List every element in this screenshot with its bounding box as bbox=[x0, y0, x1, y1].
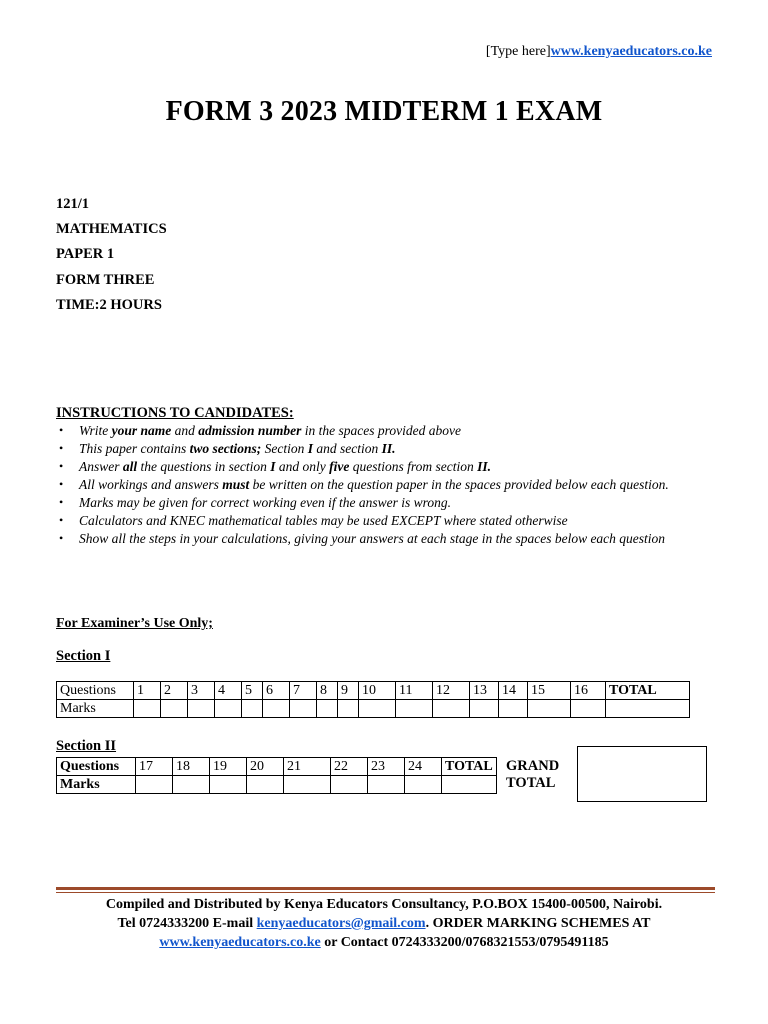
marks-entry-cell[interactable] bbox=[134, 700, 161, 718]
emphasis-text: II. bbox=[381, 441, 396, 456]
emphasis-text: must bbox=[222, 477, 250, 492]
questions-label: Questions bbox=[57, 758, 136, 776]
section-2-marks-table bbox=[56, 757, 497, 794]
emphasis-text: II. bbox=[477, 459, 492, 474]
question-number-cell: 10 bbox=[359, 682, 396, 700]
question-number-cell: 6 bbox=[263, 682, 290, 700]
section-1-questions-row bbox=[57, 682, 690, 700]
marks-entry-cell[interactable] bbox=[188, 700, 215, 718]
instruction-text: Section bbox=[261, 441, 308, 456]
marks-entry-cell[interactable] bbox=[396, 700, 433, 718]
bullet-icon: • bbox=[59, 477, 64, 491]
question-number-cell: 7 bbox=[290, 682, 317, 700]
question-number-cell: 9 bbox=[338, 682, 359, 700]
footer-order-text: . ORDER MARKING SCHEMES AT bbox=[425, 916, 651, 931]
footer bbox=[40, 895, 728, 952]
exam-title: FORM 3 2023 MIDTERM 1 EXAM bbox=[165, 96, 603, 127]
bullet-icon: • bbox=[59, 441, 64, 455]
instruction-item bbox=[56, 422, 706, 439]
bullet-icon: • bbox=[59, 423, 64, 437]
marks-label: Marks bbox=[57, 776, 136, 794]
instruction-text: in the spaces provided above bbox=[301, 423, 462, 438]
total-marks-cell[interactable] bbox=[442, 776, 497, 794]
question-number-cell: 24 bbox=[405, 758, 442, 776]
instruction-text: Write bbox=[79, 423, 112, 438]
instruction-text: Answer bbox=[79, 459, 123, 474]
marks-entry-cell[interactable] bbox=[470, 700, 499, 718]
grand-total-label bbox=[506, 758, 559, 792]
instruction-item bbox=[56, 530, 706, 547]
marks-entry-cell[interactable] bbox=[528, 700, 571, 718]
section-2-heading: Section II bbox=[56, 738, 117, 754]
question-number-cell: 5 bbox=[242, 682, 263, 700]
marks-entry-cell[interactable] bbox=[571, 700, 606, 718]
emphasis-text: all bbox=[122, 459, 138, 474]
header-website-link[interactable]: www.kenyaeducators.co.ke bbox=[550, 44, 712, 59]
section-1-heading: Section I bbox=[56, 648, 111, 664]
questions-label: Questions bbox=[57, 682, 134, 700]
instruction-text: Calculators and KNEC mathematical tables may be used EXCEPT where stated otherwise bbox=[79, 513, 568, 528]
question-number-cell: 23 bbox=[368, 758, 405, 776]
footer-divider bbox=[56, 887, 715, 890]
time-allowed: TIME:2 HOURS bbox=[56, 297, 162, 313]
instruction-text: and only bbox=[275, 459, 330, 474]
section-2-questions-row bbox=[57, 758, 497, 776]
instruction-text: Marks may be given for correct working even if the answer is wrong. bbox=[79, 495, 452, 510]
marks-entry-cell[interactable] bbox=[359, 700, 396, 718]
form-level: FORM THREE bbox=[56, 272, 155, 288]
instruction-item bbox=[56, 494, 706, 511]
marks-entry-cell[interactable] bbox=[317, 700, 338, 718]
marks-entry-cell[interactable] bbox=[247, 776, 284, 794]
emphasis-text: admission number bbox=[198, 423, 302, 438]
instruction-item bbox=[56, 458, 706, 475]
section-2-marks-row bbox=[57, 776, 497, 794]
question-number-cell: 18 bbox=[173, 758, 210, 776]
instruction-text: and bbox=[171, 423, 199, 438]
bullet-icon: • bbox=[59, 531, 64, 545]
question-number-cell: 17 bbox=[136, 758, 173, 776]
footer-website-link[interactable]: www.kenyaeducators.co.ke bbox=[159, 935, 321, 950]
page-header bbox=[486, 44, 712, 60]
question-number-cell: 15 bbox=[528, 682, 571, 700]
footer-line-1: Compiled and Distributed by Kenya Educators Consultancy, P.O.BOX 15400-00500, Nairobi. bbox=[105, 897, 663, 912]
instruction-item bbox=[56, 440, 706, 457]
question-number-cell: 13 bbox=[470, 682, 499, 700]
marks-entry-cell[interactable] bbox=[331, 776, 368, 794]
total-header-cell: TOTAL bbox=[442, 758, 497, 776]
instruction-text: be written on the question paper in the spaces provided below each question. bbox=[249, 477, 669, 492]
question-number-cell: 1 bbox=[134, 682, 161, 700]
paper-code: 121/1 bbox=[56, 196, 90, 212]
emphasis-text: two sections; bbox=[189, 441, 262, 456]
footer-line-3 bbox=[40, 933, 728, 952]
marks-entry-cell[interactable] bbox=[210, 776, 247, 794]
bullet-icon: • bbox=[59, 459, 64, 473]
question-number-cell: 20 bbox=[247, 758, 284, 776]
section-1-marks-row bbox=[57, 700, 690, 718]
marks-entry-cell[interactable] bbox=[338, 700, 359, 718]
question-number-cell: 8 bbox=[317, 682, 338, 700]
marks-label: Marks bbox=[57, 700, 134, 718]
instruction-item bbox=[56, 476, 706, 493]
marks-entry-cell[interactable] bbox=[173, 776, 210, 794]
question-number-cell: 16 bbox=[571, 682, 606, 700]
marks-entry-cell[interactable] bbox=[242, 700, 263, 718]
emphasis-text: I bbox=[270, 459, 276, 474]
total-header-cell: TOTAL bbox=[606, 682, 690, 700]
grand-label: GRAND bbox=[506, 758, 560, 774]
footer-email-link[interactable]: kenyaeducators@gmail.com bbox=[256, 916, 426, 931]
examiner-heading: For Examiner’s Use Only; bbox=[56, 616, 213, 631]
question-number-cell: 22 bbox=[331, 758, 368, 776]
header-placeholder: [Type here] bbox=[485, 44, 551, 59]
total-label: TOTAL bbox=[506, 775, 556, 791]
bullet-icon: • bbox=[59, 495, 64, 509]
marks-entry-cell[interactable] bbox=[290, 700, 317, 718]
question-number-cell: 14 bbox=[499, 682, 528, 700]
instructions-list bbox=[56, 422, 706, 548]
marks-entry-cell[interactable] bbox=[263, 700, 290, 718]
instruction-text: All workings and answers bbox=[79, 477, 223, 492]
instruction-text: and section bbox=[313, 441, 382, 456]
total-marks-cell[interactable] bbox=[606, 700, 690, 718]
marks-entry-cell[interactable] bbox=[368, 776, 405, 794]
footer-contact: or Contact 0724333200/0768321553/0795491185 bbox=[320, 935, 609, 950]
emphasis-text: your name bbox=[111, 423, 172, 438]
instruction-text: Show all the steps in your calculations, giving your answers at each stage in the spaces below each question bbox=[79, 531, 666, 546]
instructions-heading: INSTRUCTIONS TO CANDIDATES: bbox=[56, 405, 294, 421]
question-number-cell: 21 bbox=[284, 758, 331, 776]
marks-entry-cell[interactable] bbox=[284, 776, 331, 794]
question-number-cell: 19 bbox=[210, 758, 247, 776]
marks-entry-cell[interactable] bbox=[161, 700, 188, 718]
marks-entry-cell[interactable] bbox=[215, 700, 242, 718]
footer-tel: Tel 0724333200 E-mail bbox=[117, 916, 257, 931]
marks-entry-cell[interactable] bbox=[499, 700, 528, 718]
section-1-marks-table bbox=[56, 681, 690, 718]
footer-divider-thin bbox=[56, 892, 715, 893]
marks-entry-cell[interactable] bbox=[433, 700, 470, 718]
grand-total-box[interactable] bbox=[577, 746, 707, 802]
subject: MATHEMATICS bbox=[56, 221, 167, 237]
instruction-text: This paper contains bbox=[79, 441, 190, 456]
instruction-text: questions from section bbox=[349, 459, 478, 474]
emphasis-text: I bbox=[307, 441, 314, 456]
paper-number: PAPER 1 bbox=[56, 246, 115, 262]
question-number-cell: 3 bbox=[188, 682, 215, 700]
emphasis-text: five bbox=[329, 459, 350, 474]
question-number-cell: 11 bbox=[396, 682, 433, 700]
bullet-icon: • bbox=[59, 513, 64, 527]
instruction-text: the questions in section bbox=[137, 459, 271, 474]
marks-entry-cell[interactable] bbox=[405, 776, 442, 794]
instruction-item bbox=[56, 512, 706, 529]
marks-entry-cell[interactable] bbox=[136, 776, 173, 794]
footer-line-2 bbox=[40, 914, 728, 933]
question-number-cell: 4 bbox=[215, 682, 242, 700]
question-number-cell: 12 bbox=[433, 682, 470, 700]
question-number-cell: 2 bbox=[161, 682, 188, 700]
